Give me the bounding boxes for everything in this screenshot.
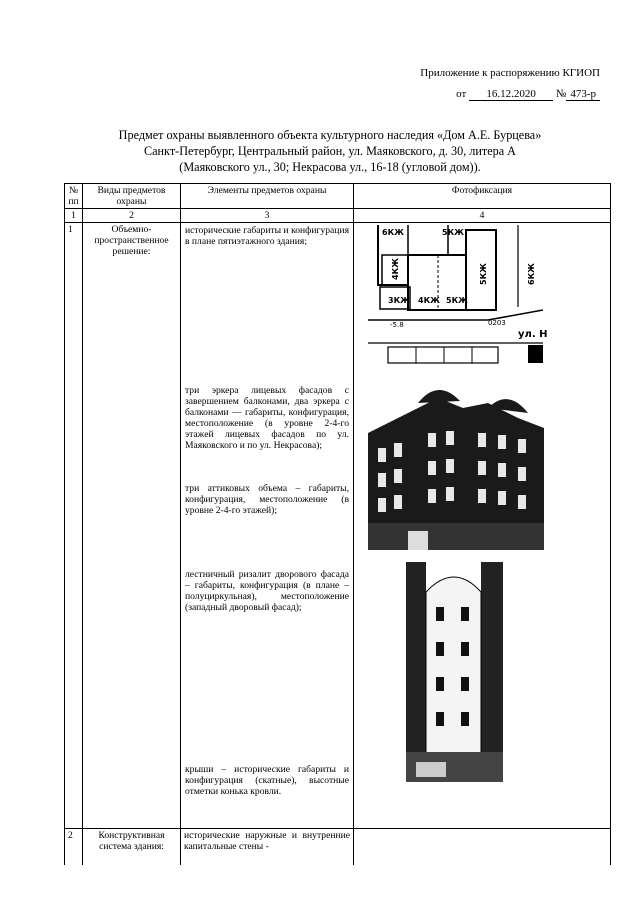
map-floor-label: 4КЖ (391, 258, 400, 280)
title-line-3: (Маяковского ул., 30; Некрасова ул., 16-18 (угловой дом)). (179, 160, 481, 174)
row-photos (354, 223, 611, 829)
row-photos (354, 829, 611, 866)
element-text: исторические габариты и конфигурация в плане пятиэтажного здания; (185, 225, 349, 247)
courtyard-risalit-photo (406, 562, 503, 782)
map-floor-label: 4КЖ (418, 296, 440, 305)
map-floor-label: 5КЖ (479, 263, 488, 285)
map-code-label: 0203 (488, 319, 506, 327)
map-floor-label: 3КЖ (388, 296, 410, 305)
table-numbering-row (65, 209, 611, 223)
appendix-label: Приложение к распоряжению КГИОП (420, 67, 600, 79)
map-floor-label: 6КЖ (382, 228, 404, 237)
col-number-2: 2 (83, 209, 181, 223)
col-number-3: 3 (181, 209, 354, 223)
map-code-label: -5.8 (390, 321, 404, 329)
table-row (65, 223, 611, 829)
header-num: № пп (65, 184, 83, 209)
row-number: 2 (65, 829, 83, 866)
order-date: 16.12.2020 (469, 88, 553, 101)
from-label: от (456, 88, 467, 100)
order-line (456, 88, 600, 101)
map-street-label: ул. Н (518, 329, 548, 340)
element-text: лестничный ризалит дворового фасада – габариты, конфигурация (в плане – полуциркульная), местоположение (западный дворовый фасад); (185, 569, 349, 613)
row-elements: исторические наружные и внутренние капитальные стены - (181, 829, 354, 866)
element-text: крыши – исторические габариты и конфигурация (скатные), высотные отметки конька кровли. (185, 764, 349, 797)
map-floor-label: 6КЖ (527, 263, 536, 285)
row-type: Конструктивная система здания: (83, 829, 181, 866)
map-floor-label: 5КЖ (446, 296, 468, 305)
element-text: три эркера лицевых фасадов с завершением балконами, два эркера с балконами — габариты, конфигурация, местоположение (в уровне 2-4-го этажей лицевых фасадов по ул. Маяковского и по ул. Некрасова); (185, 385, 349, 451)
col-number-4: 4 (354, 209, 611, 223)
header-elements: Элементы предметов охраны (181, 184, 354, 209)
title-line-1: Предмет охраны выявленного объекта культурного наследия «Дом А.Е. Бурцева» (118, 128, 542, 142)
table-row (65, 829, 611, 866)
row-elements (181, 223, 354, 829)
building-corner-photo (368, 373, 544, 550)
header-types: Виды предметов охраны (83, 184, 181, 209)
order-number: 473-р (566, 88, 600, 101)
site-plan-map (368, 225, 548, 363)
map-floor-label: 5КЖ (442, 228, 464, 237)
row-number: 1 (65, 223, 83, 829)
table-header-row (65, 184, 611, 209)
title-line-2: Санкт-Петербург, Центральный район, ул. Маяковского, д. 30, литера А (144, 144, 516, 158)
document-title (60, 127, 600, 175)
row-type: Объемно-пространственное решение: (83, 223, 181, 829)
element-text: три аттиковых объема – габариты, конфигурация, местоположение (в уровне 2-4-го этажей); (185, 483, 349, 516)
col-number-1: 1 (65, 209, 83, 223)
number-label: № (555, 88, 567, 100)
protection-table (64, 183, 611, 865)
header-photo: Фотофиксация (354, 184, 611, 209)
